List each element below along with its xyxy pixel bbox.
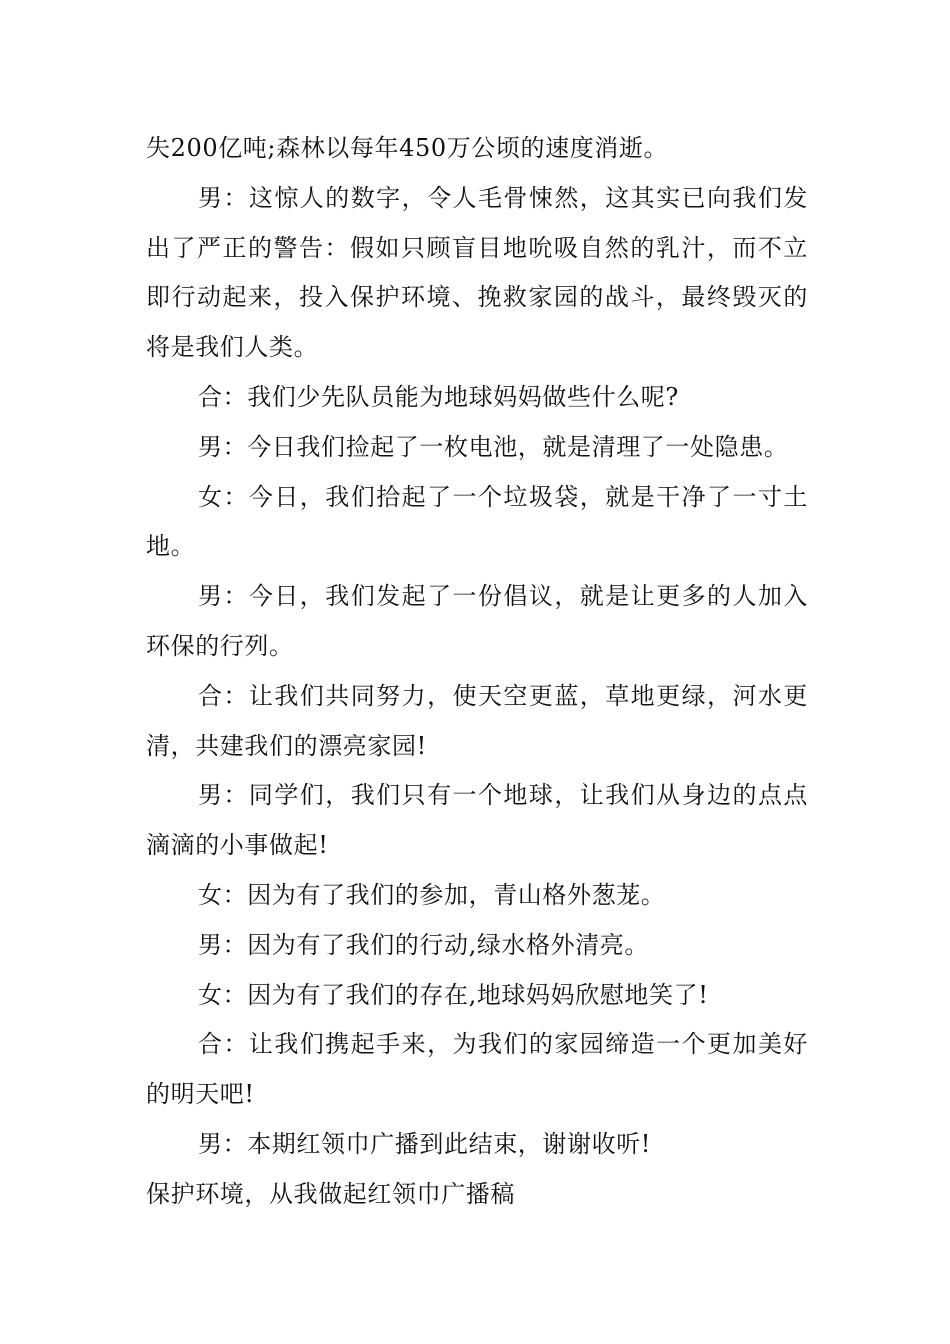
paragraph-continuation: 失200亿吨;森林以每年450万公顷的速度消逝。 [146,134,669,162]
paragraph-chorus-question: 合：我们少先队员能为地球妈妈做些什么呢? [198,382,679,411]
document-body [146,124,808,1220]
paragraph-male-warning: 男：这惊人的数字，令人毛骨悚然，这其实已向我们发出了严正的警告：假如只顾盲目地吮吸自然的乳汁，而不立即行动起来，投入保护环境、挽救家园的战斗，最终毁灭的将是我们人类。 [146,183,808,362]
closing-title: 保护环境，从我做起红领巾广播稿 [146,1179,515,1208]
paragraph-male-clear-water: 男：因为有了我们的行动,绿水格外清亮。 [198,930,650,959]
paragraph-female-garbage-bag: 女：今日，我们拾起了一个垃圾袋，就是干净了一寸土地。 [146,482,808,561]
paragraph-female-earth-smiles: 女：因为有了我们的存在,地球妈妈欣慰地笑了! [198,980,709,1009]
paragraph-male-initiative: 男：今日，我们发起了一份倡议，就是让更多的人加入环保的行列。 [146,582,808,660]
paragraph-female-green-hills: 女：因为有了我们的参加，青山格外葱茏。 [198,880,666,909]
paragraph-chorus-together: 合：让我们共同努力，使天空更蓝，草地更绿，河水更清，共建我们的漂亮家园! [146,681,808,760]
paragraph-male-closing: 男：本期红领巾广播到此结束，谢谢收听! [198,1129,652,1158]
paragraph-male-one-earth: 男：同学们，我们只有一个地球，让我们从身边的点点滴滴的小事做起! [146,781,808,860]
paragraph-chorus-hand-in-hand: 合：让我们携起手来，为我们的家园缔造一个更加美好的明天吧! [146,1030,808,1109]
paragraph-male-battery: 男：今日我们捡起了一枚电池，就是清理了一处隐患。 [198,432,789,461]
